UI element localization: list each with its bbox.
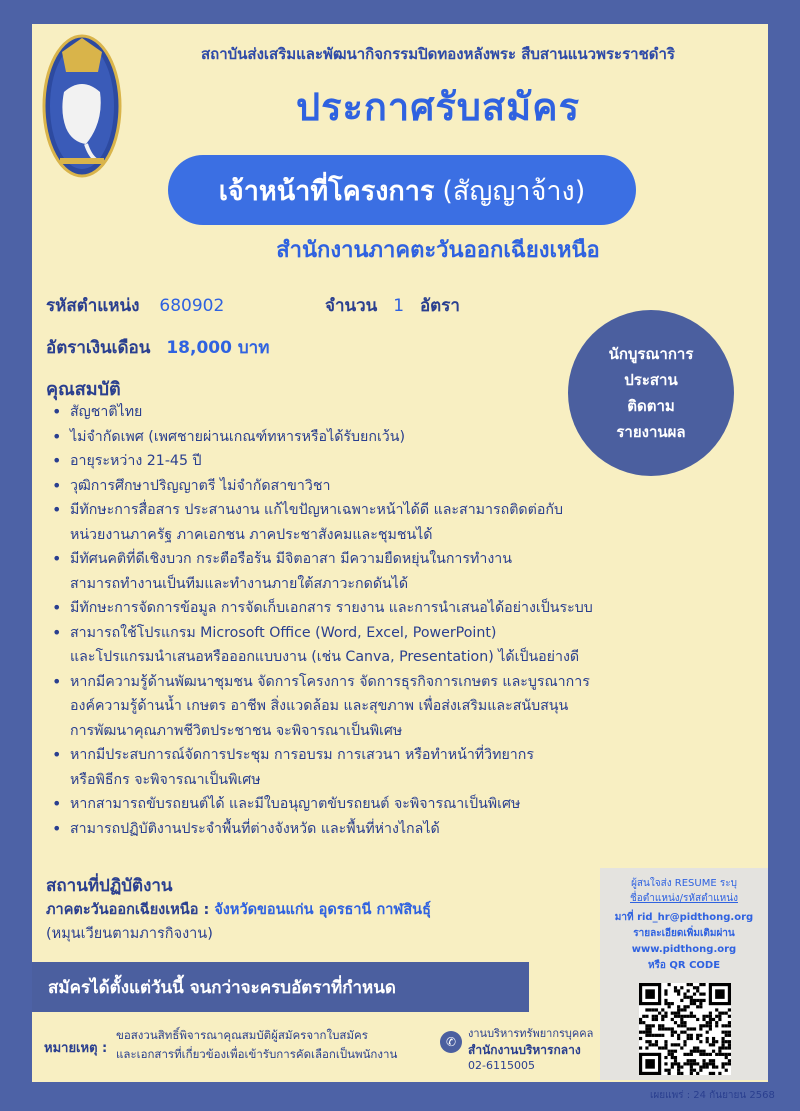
code-value: 680902 — [159, 296, 225, 316]
count-label: จำนวน — [325, 296, 378, 316]
apply-line: ผู้สนใจส่ง RESUME ระบุ — [631, 878, 737, 889]
qualification-line: • หากสามารถขับรถยนต์ได้ และมีใบอนุญาตขับรถยนต์ จะพิจารณาเป็นพิเศษ — [70, 796, 521, 812]
salary-label: อัตราเงินเดือน — [46, 338, 151, 358]
qualification-item — [46, 792, 686, 817]
qualification-line: • วุฒิการศึกษาปริญญาตรี ไม่จำกัดสาขาวิชา — [70, 477, 331, 494]
contact-phone[interactable]: 02-6115005 — [468, 1059, 535, 1072]
workplace-provinces: จังหวัดขอนแก่น อุดรธานี กาฬสินธุ์ — [214, 902, 431, 918]
role-line: นักบูรณาการ — [608, 345, 694, 363]
note-line: และเอกสารที่เกี่ยวข้องเพื่อเข้ารับการคัดเลือกเป็นพนักงาน — [116, 1047, 398, 1061]
workplace-rotation: (หมุนเวียนตามภารกิจงาน) — [46, 926, 213, 942]
qualification-item — [46, 621, 686, 670]
role-line: ประสาน — [624, 371, 678, 389]
announcement-headline: ประกาศรับสมัคร — [295, 85, 580, 129]
qualification-line: การพัฒนาคุณภาพชีวิตประชาชน จะพิจารณาเป็นพิเศษ — [70, 722, 403, 739]
qualification-line: • ไม่จำกัดเพศ (เพศชายผ่านเกณฑ์ทหารหรือได้รับยกเว้น) — [70, 428, 406, 445]
role-line: ติดตาม — [627, 397, 675, 415]
qualification-line: หน่วยงานภาครัฐ ภาคเอกชน ภาคประชาสังคมและชุมชนได้ — [70, 526, 433, 543]
apply-line: หรือ QR CODE — [647, 960, 721, 971]
workplace-region-line — [46, 898, 431, 921]
qualification-item — [46, 400, 686, 425]
workplace-region: ภาคตะวันออกเฉียงเหนือ : — [46, 902, 210, 918]
qualification-line: • มีทักษะการสื่อสาร ประสานงาน แก้ไขปัญหาเฉพาะหน้าได้ดี และสามารถติดต่อกับ — [70, 502, 563, 518]
apply-email[interactable]: มาที่ rid_hr@pidthong.org — [614, 912, 754, 923]
qualification-line: และโปรแกรมนำเสนอหรือออกแบบงาน (เช่น Canva, Presentation) ได้เป็นอย่างดี — [70, 649, 580, 665]
code-label: รหัสตำแหน่ง — [46, 296, 140, 316]
contact-office: สำนักงานบริหารกลาง — [468, 1043, 581, 1057]
apply-line: ชื่อตำแหน่ง/รหัสตำแหน่ง — [630, 893, 738, 904]
qualification-item — [46, 596, 686, 621]
qualification-line: หรือพิธีกร จะพิจารณาเป็นพิเศษ — [70, 771, 261, 788]
qualification-line: • มีทัศนคติที่ดีเชิงบวก กระตือรือร้น มีจิตอาสา มีความยืดหยุ่นในการทำงาน — [70, 551, 512, 567]
qualification-item — [46, 498, 686, 547]
position-code-row — [46, 292, 224, 319]
apply-line: รายละเอียดเพิ่มเติมผ่าน — [633, 928, 735, 939]
workplace-title: สถานที่ปฏิบัติงาน — [46, 876, 173, 896]
phone-icon: ✆ — [440, 1031, 462, 1053]
qualification-line: • หากมีความรู้ด้านพัฒนาชุมชน จัดการโครงการ จัดการธุรกิจการเกษตร และบูรณาการ — [70, 673, 590, 690]
note-text — [116, 1026, 436, 1064]
qualification-item — [46, 670, 686, 744]
institution-name: สถาบันส่งเสริมและพัฒนากิจกรรมปิดทองหลังพระ สืบสานแนวพระราชดำริ — [201, 45, 675, 63]
qualification-line: • สามารถปฏิบัติงานประจำพื้นที่ต่างจังหวัด และพื้นที่ห่างไกลได้ — [70, 820, 440, 837]
contact-block — [468, 1026, 593, 1074]
count-unit: อัตรา — [419, 296, 460, 316]
qualification-line: • สามารถใช้โปรแกรม Microsoft Office (Word, Excel, PowerPoint) — [70, 624, 497, 641]
position-title: เจ้าหน้าที่โครงการ — [218, 175, 435, 207]
role-line: รายงานผล — [616, 423, 686, 441]
institution-logo — [42, 32, 122, 180]
note-line: ขอสงวนสิทธิ์พิจารณาคุณสมบัติผู้สมัครจากใบสมัคร — [116, 1028, 368, 1042]
count-row — [325, 292, 460, 319]
qualification-line: สามารถทำงานเป็นทีมและทำงานภายใต้สภาวะกดดันได้ — [70, 575, 409, 592]
position-type: (สัญญาจ้าง) — [442, 175, 586, 207]
qualification-item — [46, 425, 686, 450]
qualification-line: • มีทักษะการจัดการข้อมูล การจัดเก็บเอกสาร รายงาน และการนำเสนอได้อย่างเป็นระบบ — [70, 600, 593, 616]
qualification-line: • อายุระหว่าง 21-45 ปี — [70, 453, 202, 469]
position-title-pill — [168, 155, 636, 225]
qualifications-list — [46, 400, 686, 841]
note-label: หมายเหตุ : — [44, 1041, 108, 1056]
qr-code[interactable] — [639, 983, 731, 1075]
office-name: สำนักงานภาคตะวันออกเฉียงเหนือ — [276, 238, 600, 263]
qualification-item — [46, 474, 686, 499]
qualification-line: องค์ความรู้ด้านน้ำ เกษตร อาชีพ สิ่งแวดล้อม และสุขภาพ เพื่อส่งเสริมและสนับสนุน — [70, 698, 569, 714]
salary-value: 18,000 บาท — [166, 338, 270, 358]
qualification-item — [46, 817, 686, 842]
qualification-line: • สัญชาติไทย — [70, 404, 143, 420]
qualification-item — [46, 547, 686, 596]
apply-website[interactable]: www.pidthong.org — [631, 944, 737, 955]
salary-row — [46, 334, 269, 361]
published-date: เผยแพร่ : 24 กันยายน 2568 — [650, 1090, 775, 1101]
contact-unit: งานบริหารทรัพยากรบุคคล — [468, 1027, 594, 1040]
qualification-item — [46, 743, 686, 792]
qualification-line: • หากมีประสบการณ์จัดการประชุม การอบรม การเสวนา หรือทำหน้าที่วิทยากร — [70, 747, 534, 763]
count-value: 1 — [393, 296, 405, 316]
application-banner: สมัครได้ตั้งแต่วันนี้ จนกว่าจะครบอัตราที่กำหนด — [32, 962, 529, 1012]
qualifications-title: คุณสมบัติ — [46, 379, 121, 400]
qualification-item — [46, 449, 686, 474]
